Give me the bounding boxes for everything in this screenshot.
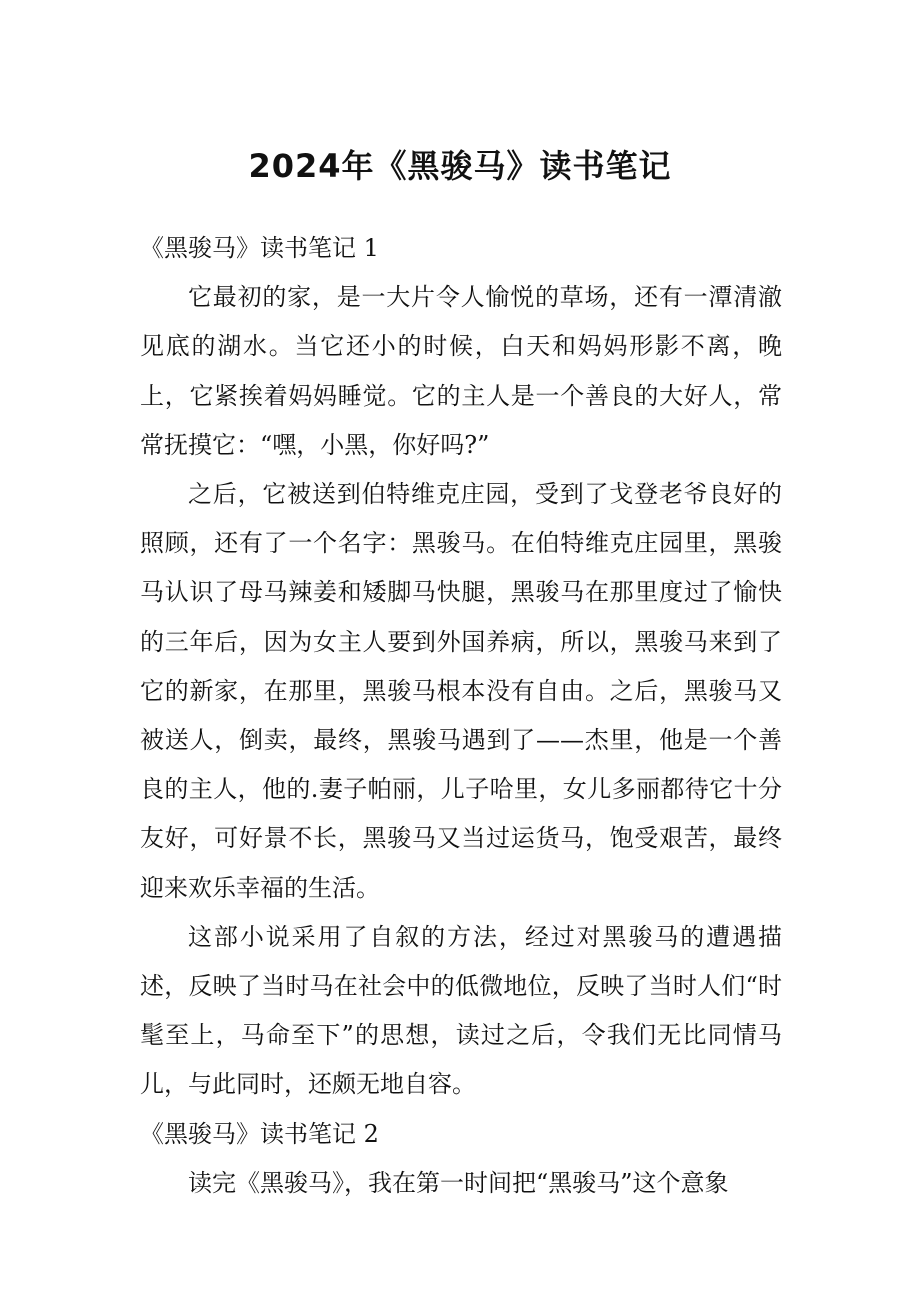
paragraph: 之后，它被送到伯特维克庄园，受到了戈登老爷良好的照顾，还有了一个名字：黑骏马。在伯特维克庄园里，黑骏马认识了母马辣姜和矮脚马快腿，黑骏马在那里度过了愉快的三年后，因为女主人要到外国养病，所以，黑骏马来到了它的新家，在那里，黑骏马根本没有自由。之后，黑骏马又被送人，倒卖，最终，黑骏马遇到了——杰里，他是一个善良的主人，他的.妻子帕丽，儿子哈里，女儿多丽都待它十分友好，可好景不长，黑骏马又当过运货马，饱受艰苦，最终迎来欢乐幸福的生活。	[140, 480, 782, 902]
paragraph: 这部小说采用了自叙的方法，经过对黑骏马的遭遇描述，反映了当时马在社会中的低微地位，反映了当时人们“时髦至上，马命至下”的思想，读过之后，令我们无比同情马儿，与此同时，还颇无地自容。	[140, 922, 782, 1099]
document-body	[140, 224, 782, 1208]
document-title: 2024年《黑骏马》读书笔记	[248, 147, 672, 185]
section-heading-1: 《黑骏马》读书笔记 1	[140, 234, 379, 262]
paragraph: 读完《黑骏马》，我在第一时间把“黑骏马”这个意象	[188, 1168, 729, 1197]
section-heading-2: 《黑骏马》读书笔记 2	[140, 1119, 379, 1148]
paragraph: 它最初的家，是一大片令人愉悦的草场，还有一潭清澈见底的湖水。当它还小的时候，白天和妈妈形影不离，晚上，它紧挨着妈妈睡觉。它的主人是一个善良的大好人，常常抚摸它：“嘿，小黑，你好吗?”	[140, 283, 782, 459]
